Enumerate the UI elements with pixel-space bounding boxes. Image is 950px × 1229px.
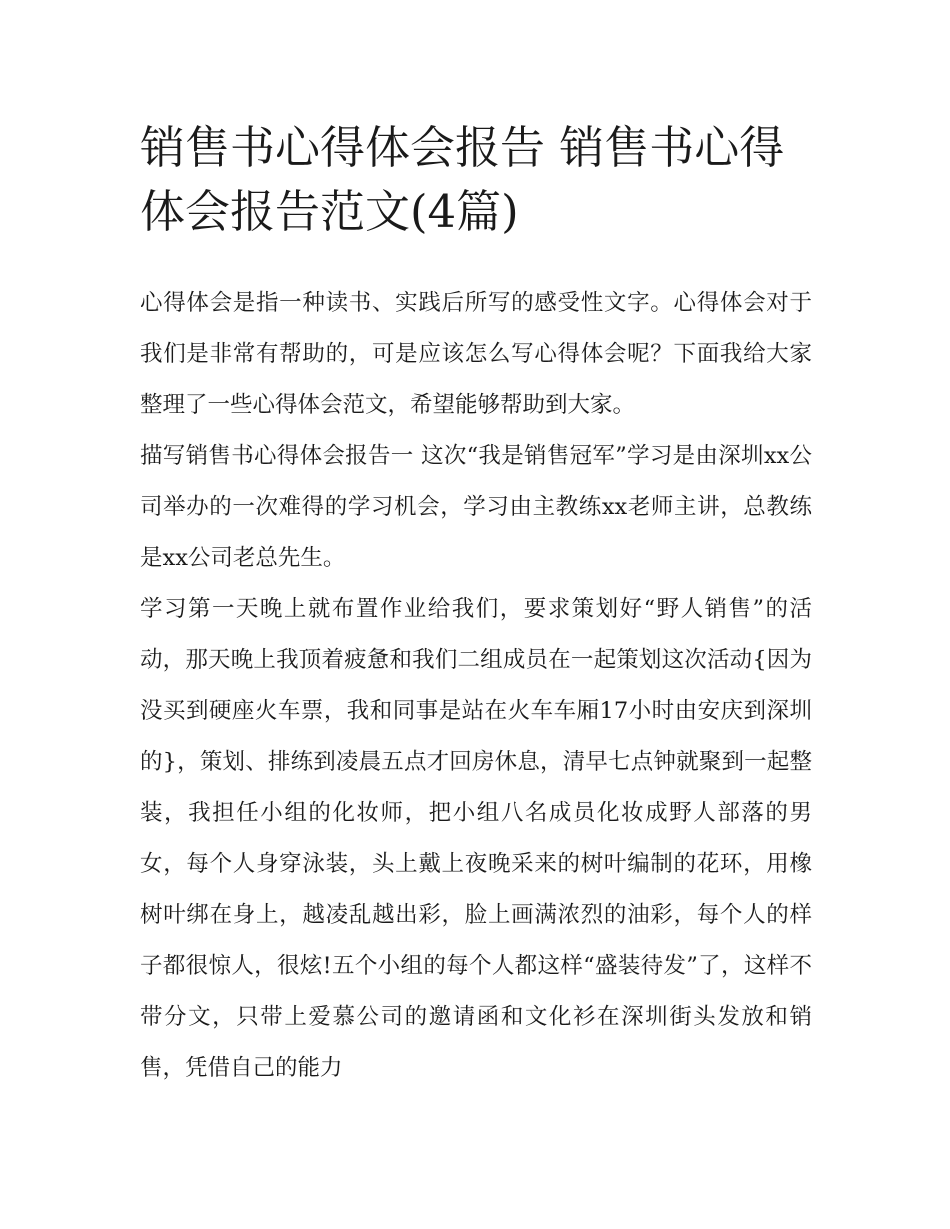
document-body	[140, 278, 812, 1094]
story-paragraph: 学习第一天晚上就布置作业给我们，要求策划好“野人销售”的活动，那天晚上我顶着疲惫和我们二组成员在一起策划这次活动{因为没买到硬座火车票，我和同事是站在火车车厢17小时由安庆到深圳的}，策划、排练到凌晨五点才回房休息，清早七点钟就聚到一起整装，我担任小组的化妆师，把小组八名成员化妆成野人部落的男女，每个人身穿泳装，头上戴上夜晚采来的树叶编制的花环，用橡树叶绑在身上，越凌乱越出彩，脸上画满浓烈的油彩，每个人的样子都很惊人，很炫!五个小组的每个人都这样“盛装待发”了，这样不带分文，只带上爱慕公司的邀请函和文化衫在深圳街头发放和销售，凭借自己的能力	[140, 596, 812, 1081]
document-title: 销售书心得体会报告 销售书心得体会报告范文(4篇)	[140, 121, 785, 238]
intro-paragraph: 心得体会是指一种读书、实践后所写的感受性文字。心得体会对于我们是非常有帮助的，可是应该怎么写心得体会呢？下面我给大家整理了一些心得体会范文，希望能够帮助到大家。	[140, 290, 812, 418]
section-one-paragraph: 描写销售书心得体会报告一 这次“我是销售冠军”学习是由深圳xx公司举办的一次难得的学习机会，学习由主教练xx老师主讲，总教练是xx公司老总先生。	[140, 443, 812, 571]
